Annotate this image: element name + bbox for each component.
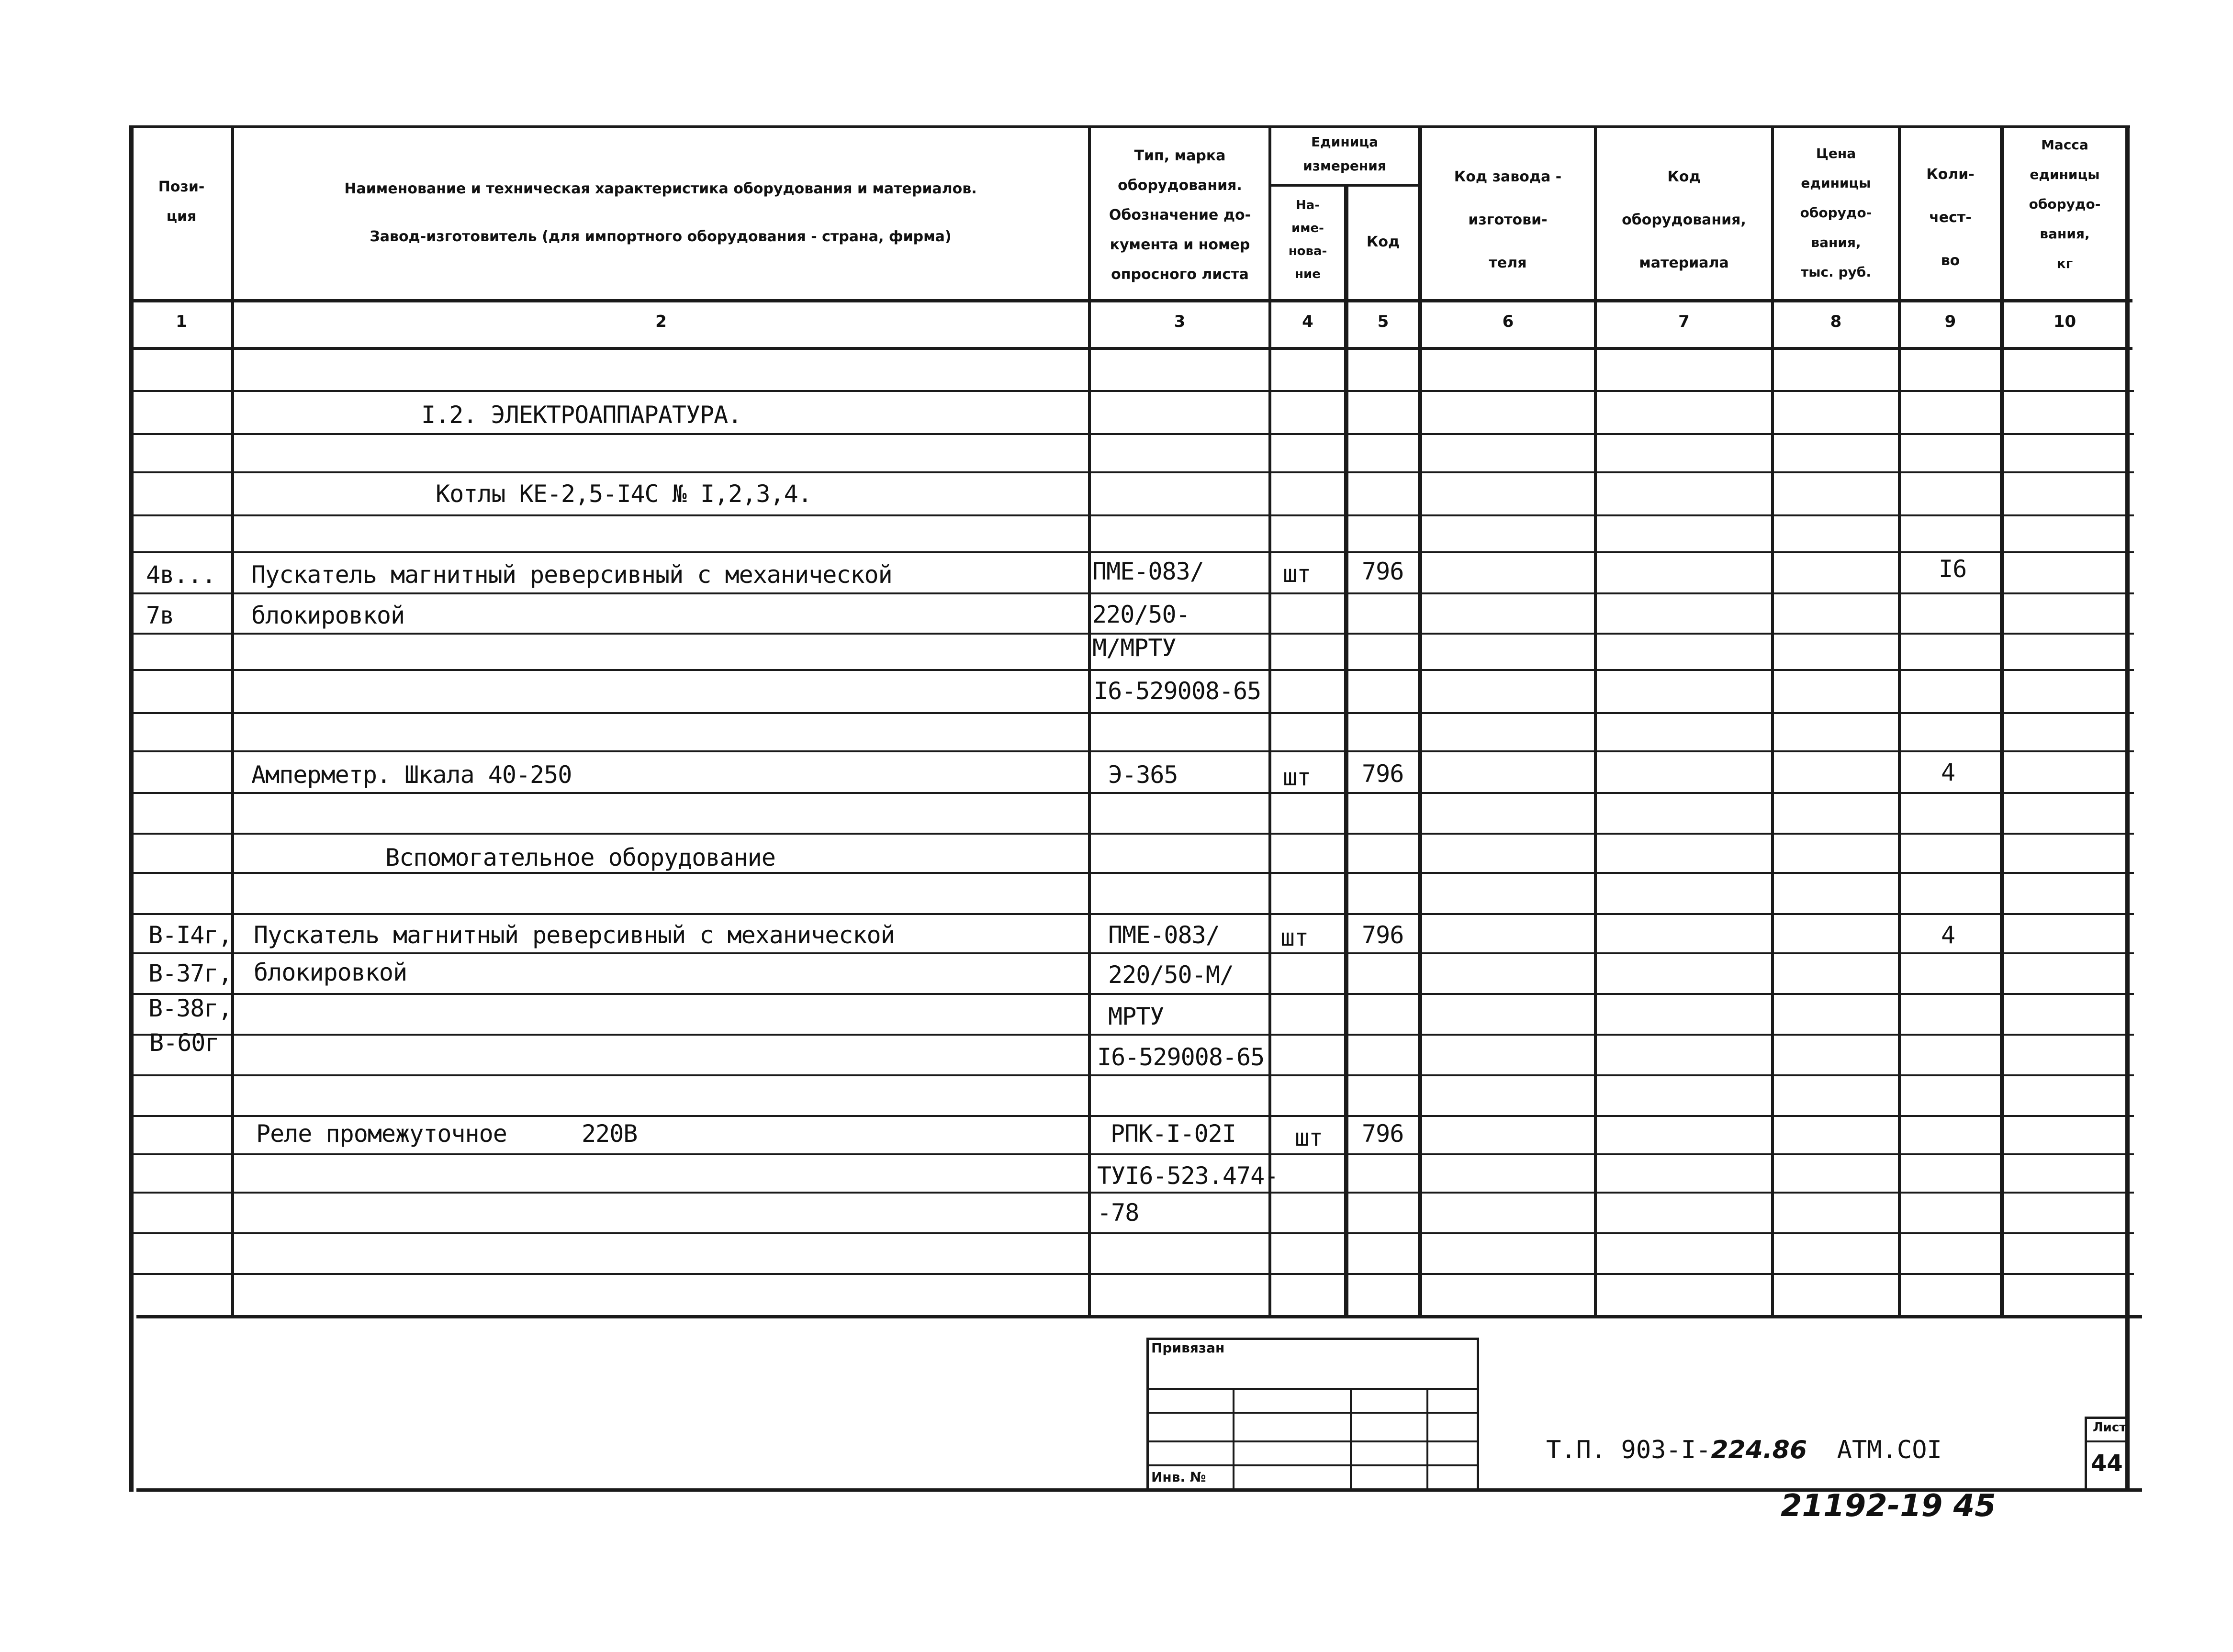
sheet-number: 44 (2091, 1450, 2123, 1477)
col-number: 10 (2053, 312, 2076, 331)
document-code-prefix: Т.П. 903-I- (1546, 1436, 1711, 1464)
item4-voltage: 220В (582, 1120, 638, 1148)
item3-type: ПМЕ-083/ (1108, 921, 1220, 949)
row-line (133, 669, 2134, 671)
item2-type: Э-365 (1108, 761, 1178, 789)
row-line (133, 1192, 2134, 1194)
header-bottom-border (132, 299, 2132, 302)
document-code (1546, 1436, 1942, 1464)
header-factory-code-line: изготови- (1468, 212, 1548, 228)
stamp-col-line (1350, 1388, 1352, 1491)
row-line (133, 913, 2134, 915)
item3-type: МРТУ (1108, 1003, 1164, 1030)
document-code-handwritten: 224.86 (1711, 1436, 1807, 1464)
header-unit-code: Код (1366, 234, 1400, 250)
col-line (1088, 125, 1091, 1317)
header-quantity (1901, 153, 2000, 282)
item1-position: 7в (146, 602, 174, 629)
item3-position: В-60г (149, 1029, 219, 1057)
row-line (133, 833, 2134, 835)
archive-number: 21192-19 45 (1781, 1488, 1996, 1524)
item1-type: I6-529008-65 (1094, 677, 1261, 705)
header-type-line: кумента и номер (1110, 236, 1250, 253)
subsection-title: Котлы КЕ-2,5-I4С № I,2,3,4. (436, 480, 812, 508)
header-price-line: Цена (1816, 145, 1856, 161)
header-unit-title-line: Единица (1311, 134, 1378, 150)
sheet-box-split (2085, 1440, 2128, 1442)
col-number: 2 (655, 312, 667, 331)
header-unit-title-line: измерения (1303, 158, 1386, 174)
header-unit-name (1271, 194, 1344, 286)
col-number: 7 (1678, 312, 1690, 331)
stamp-row-line (1146, 1388, 1479, 1390)
stamp-col-line (1426, 1388, 1428, 1491)
col-line (231, 125, 234, 1317)
row-line (133, 592, 2134, 594)
item3-type: 220/50-М/ (1108, 961, 1234, 989)
header-mass (2004, 130, 2125, 279)
header-position-line: ция (166, 208, 197, 225)
colnum-bottom-border (132, 347, 2132, 350)
item2-name: Амперметр. Шкала 40-250 (251, 761, 572, 789)
row-line (133, 1034, 2134, 1036)
item4-unit: шт (1295, 1124, 1323, 1151)
col-line (1268, 125, 1271, 1317)
row-line (133, 471, 2134, 473)
item1-name: блокировкой (251, 602, 405, 629)
row-line (133, 1074, 2134, 1076)
item4-name: Реле промежуточное (256, 1120, 507, 1148)
row-line (133, 993, 2134, 995)
item3-name: Пускатель магнитный реверсивный с механической (254, 921, 895, 949)
header-quantity-line: во (1941, 252, 1960, 269)
item3-type: I6-529008-65 (1097, 1043, 1265, 1071)
header-price-line: вания, (1811, 234, 1861, 250)
item3-code: 796 (1362, 921, 1404, 949)
header-type-line: Тип, марка (1134, 147, 1226, 164)
header-mass-line: единицы (2030, 167, 2100, 182)
item4-type: -78 (1097, 1199, 1139, 1227)
header-price-line: единицы (1801, 175, 1871, 191)
col-number: 3 (1174, 312, 1186, 331)
item1-type: М/МРТУ (1092, 634, 1176, 662)
header-mass-line: оборудо- (2029, 196, 2101, 212)
header-factory-code-line: Код завода - (1454, 168, 1562, 185)
stamp-row-line (1146, 1440, 1479, 1442)
col-line (1344, 184, 1348, 1317)
table-bottom-border (136, 1315, 2142, 1318)
item1-type: 220/50- (1092, 601, 1190, 628)
header-name-line: Завод-изготовитель (для импортного оборудования - страна, фирма) (370, 228, 952, 245)
item1-qty: I6 (1939, 555, 1967, 583)
item3-name: блокировкой (254, 959, 407, 986)
col-number: 8 (1830, 312, 1842, 331)
item3-position: В-38г, (148, 994, 232, 1022)
header-quantity-line: чест- (1929, 209, 1972, 226)
row-line (133, 551, 2134, 553)
row-line (133, 1273, 2134, 1275)
header-unit-name-line: име- (1291, 221, 1324, 235)
header-unit-name-line: На- (1295, 198, 1320, 212)
section-title: I.2. ЭЛЕКТРОАППАРАТУРА. (421, 401, 742, 429)
sheet-box-left (2085, 1417, 2087, 1491)
row-line (133, 514, 2134, 516)
row-line (133, 750, 2134, 752)
row-line (133, 872, 2134, 874)
item1-position: 4в... (146, 561, 216, 589)
row-line (133, 952, 2134, 954)
header-unit-title (1271, 130, 1418, 178)
header-factory-code-line: теля (1489, 255, 1527, 271)
header-equipment-code-line: Код (1667, 168, 1701, 185)
item3-unit: шт (1280, 924, 1309, 951)
header-equipment-code-line: оборудования, (1622, 212, 1746, 228)
header-mass-line: кг (2056, 256, 2073, 271)
col-line (1898, 125, 1901, 1317)
item1-code: 796 (1362, 558, 1404, 585)
row-line (133, 712, 2134, 714)
header-name-line: Наименование и техническая характеристика оборудования и материалов. (344, 180, 977, 197)
stamp-border-left (1146, 1338, 1149, 1491)
row-line (133, 1232, 2134, 1234)
aux-section-title: Вспомогательное оборудование (385, 844, 775, 871)
frame-right-border (2125, 125, 2130, 1492)
item2-qty: 4 (1941, 759, 1955, 786)
row-line (133, 1153, 2134, 1155)
header-name (235, 165, 1087, 261)
item4-code: 796 (1362, 1120, 1404, 1148)
header-equipment-code-line: материала (1639, 255, 1729, 271)
header-price (1774, 139, 1898, 287)
stamp-row-line (1146, 1464, 1479, 1466)
item3-position: В-37г, (148, 960, 232, 987)
row-line (133, 1115, 2134, 1117)
header-type-line: оборудования. (1118, 177, 1242, 194)
item4-type: РПК-I-02I (1111, 1120, 1236, 1148)
item1-type: ПМЕ-083/ (1092, 558, 1204, 585)
item1-unit: шт (1283, 560, 1311, 588)
col-line (1418, 125, 1422, 1317)
header-quantity-line: Коли- (1926, 166, 1975, 183)
header-price-line: оборудо- (1800, 205, 1872, 221)
table-top-border (129, 125, 2130, 128)
header-type-line: Обозначение до- (1109, 207, 1251, 223)
stamp-inventory: Инв. № (1151, 1469, 1206, 1485)
header-mass-line: Масса (2041, 137, 2088, 153)
document-code-suffix: АТМ.COI (1837, 1436, 1942, 1464)
col-number: 9 (1944, 312, 1956, 331)
header-position (132, 172, 231, 232)
col-line (1771, 125, 1774, 1317)
header-equipment-code (1597, 156, 1771, 285)
col-number: 6 (1502, 312, 1514, 331)
item1-name: Пускатель магнитный реверсивный с механической (251, 561, 892, 589)
row-line (133, 433, 2134, 435)
header-mass-line: вания, (2040, 226, 2090, 242)
stamp-privyazan: Привязан (1151, 1340, 1225, 1356)
header-unit-name-line: нова- (1288, 244, 1327, 258)
col-number: 1 (176, 312, 187, 331)
item3-position: В-I4г, (148, 921, 232, 949)
header-type (1091, 141, 1268, 290)
row-line (133, 390, 2134, 392)
col-line (2000, 125, 2004, 1317)
header-factory-code (1422, 156, 1594, 285)
col-number: 5 (1377, 312, 1389, 331)
col-number: 4 (1302, 312, 1313, 331)
item3-qty: 4 (1941, 921, 1955, 949)
col-line (1594, 125, 1597, 1317)
row-line (133, 792, 2134, 794)
header-price-line: тыс. руб. (1800, 264, 1871, 280)
header-position-line: Пози- (158, 179, 205, 195)
item2-unit: шт (1283, 763, 1311, 791)
stamp-col-line (1233, 1388, 1234, 1491)
item4-type: ТУI6-523.474- (1097, 1162, 1279, 1190)
sheet-label: Лист (2093, 1420, 2127, 1435)
item2-code: 796 (1362, 760, 1404, 788)
header-unit-name-line: ние (1295, 267, 1321, 281)
header-type-line: опросного листа (1111, 266, 1249, 283)
sheet-box-top (2085, 1417, 2128, 1419)
stamp-row-line (1146, 1412, 1479, 1414)
stamp-border-right (1477, 1338, 1479, 1491)
